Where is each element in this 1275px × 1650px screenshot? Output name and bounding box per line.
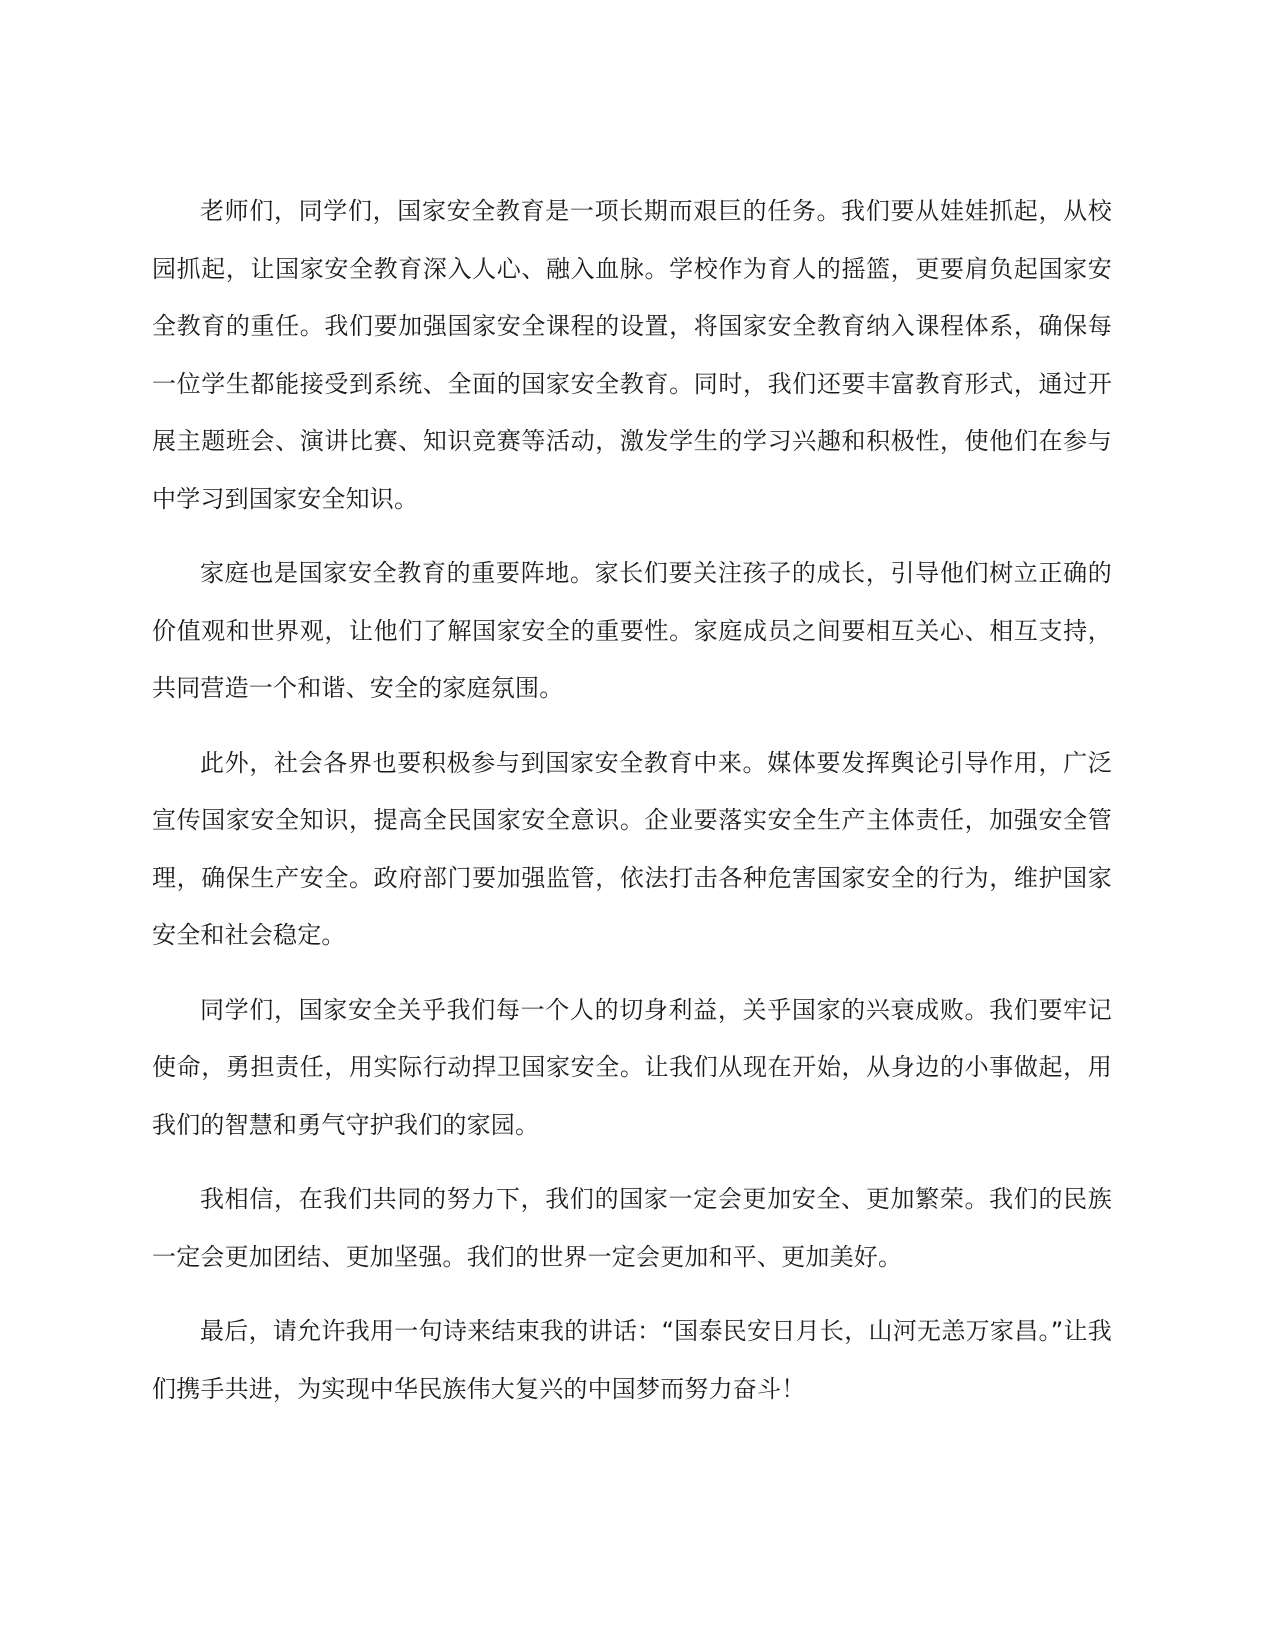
paragraph-family-education: 家庭也是国家安全教育的重要阵地。家长们要关注孩子的成长，引导他们树立正确的价值观和世界观，让他们了解国家安全的重要性。家庭成员之间要相互关心、相互支持，共同营造一个和谐、安全的家庭氛围。 [152, 559, 1112, 702]
paragraph-society-participation: 此外，社会各界也要积极参与到国家安全教育中来。媒体要发挥舆论引导作用，广泛宣传国家安全知识，提高全民国家安全意识。企业要落实安全生产主体责任，加强安全管理，确保生产安全。政府部门要加强监管，依法打击各种危害国家安全的行为，维护国家安全和社会稳定。 [152, 748, 1112, 949]
paragraph-belief: 我相信，在我们共同的努力下，我们的国家一定会更加安全、更加繁荣。我们的民族一定会更加团结、更加坚强。我们的世界一定会更加和平、更加美好。 [152, 1185, 1112, 1271]
paragraph-school-education: 老师们，同学们，国家安全教育是一项长期而艰巨的任务。我们要从娃娃抓起，从校园抓起，让国家安全教育深入人心、融入血脉。学校作为育人的摇篮，更要肩负起国家安全教育的重任。我们要加强国家安全课程的设置，将国家安全教育纳入课程体系，确保每一位学生都能接受到系统、全面的国家安全教育。同时，我们还要丰富教育形式，通过开展主题班会、演讲比赛、知识竞赛等活动，激发学生的学习兴趣和积极性，使他们在参与中学习到国家安全知识。 [152, 197, 1112, 513]
paragraph-students-mission: 同学们，国家安全关乎我们每一个人的切身利益，关乎国家的兴衰成败。我们要牢记使命，勇担责任，用实际行动捍卫国家安全。让我们从现在开始，从身边的小事做起，用我们的智慧和勇气守护我们的家园。 [152, 995, 1112, 1139]
document-body [152, 183, 1112, 1435]
paragraph-closing: 最后，请允许我用一句诗来结束我的讲话：“国泰民安日月长，山河无恙万家昌。”让我们携手共进，为实现中华民族伟大复兴的中国梦而努力奋斗！ [152, 1317, 1112, 1403]
